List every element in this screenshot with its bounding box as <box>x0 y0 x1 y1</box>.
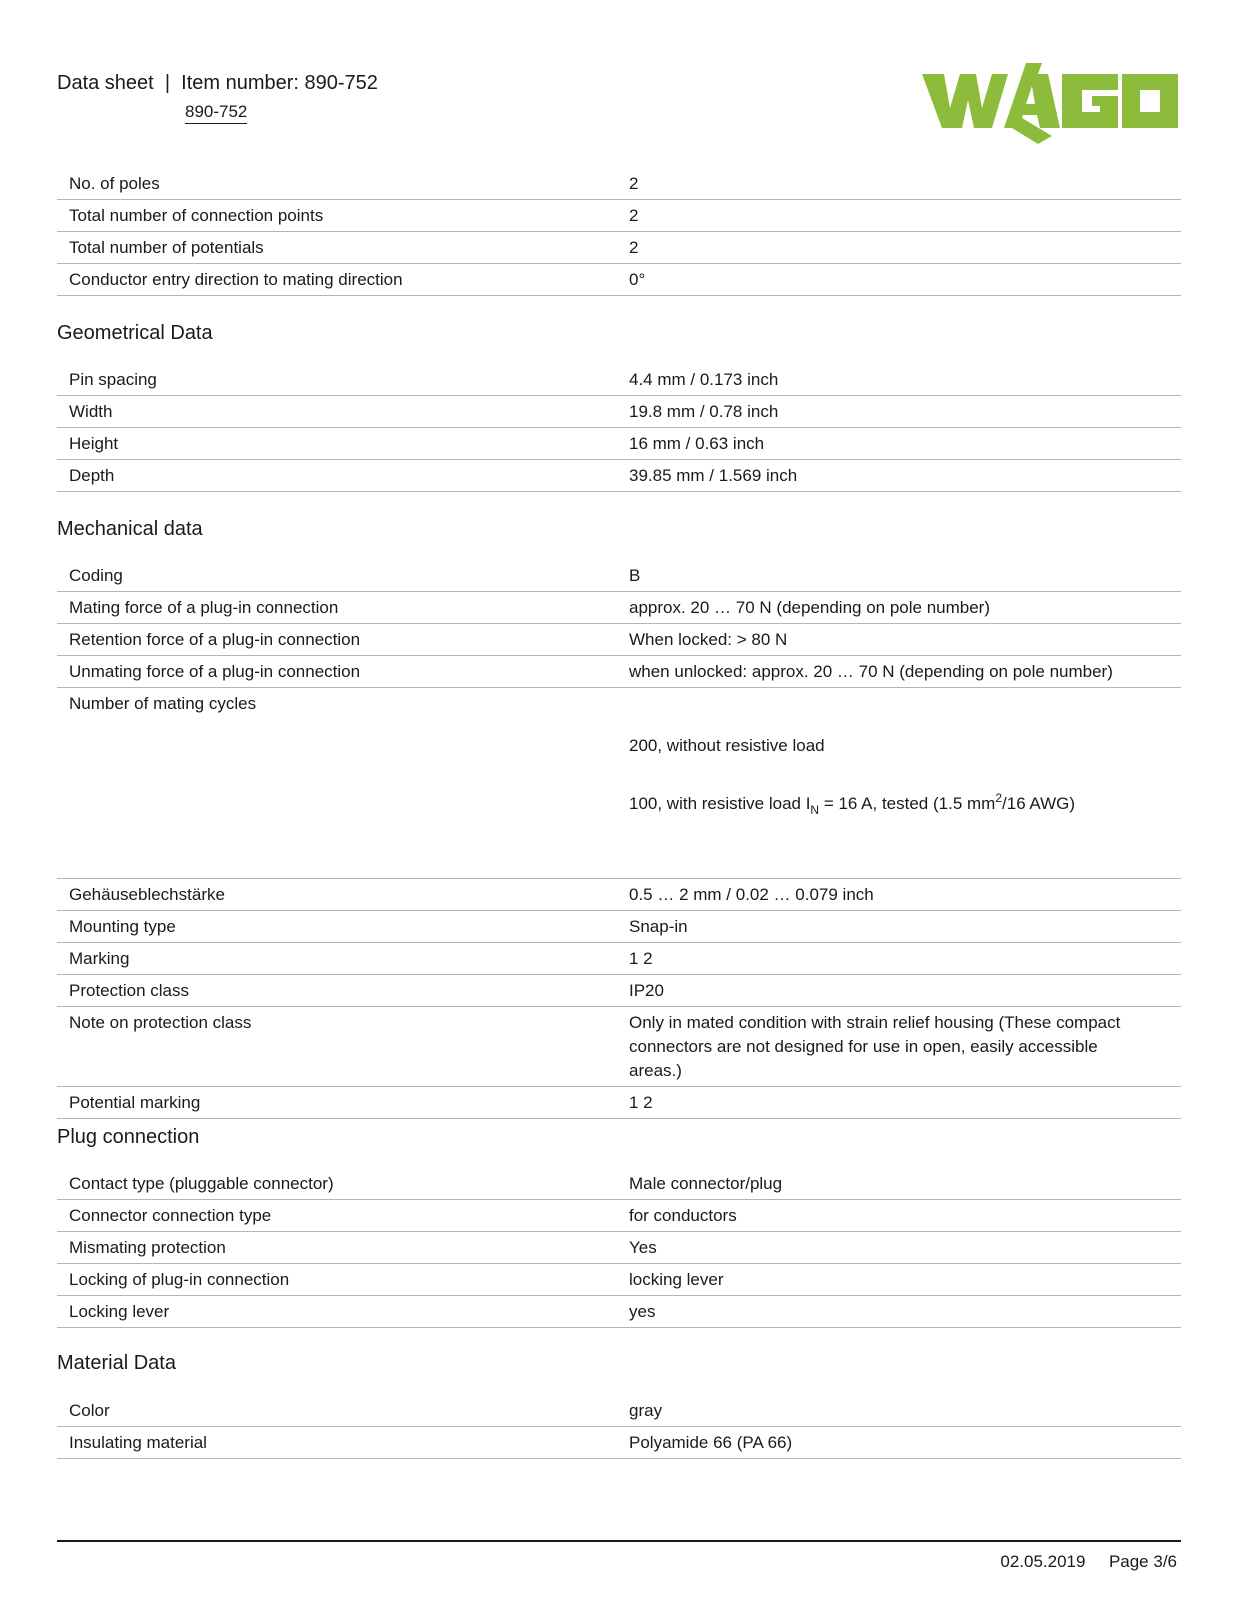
table-row: Retention force of a plug-in connection When locked: > 80 N <box>57 624 1181 656</box>
section-title-material: Material Data <box>57 1352 176 1374</box>
mechanical-section <box>57 560 1181 1119</box>
table-row: Height 16 mm / 0.63 inch <box>57 428 1181 460</box>
table-row: Pin spacing 4.4 mm / 0.173 inch <box>57 364 1181 396</box>
table-row: Color gray <box>57 1395 1181 1427</box>
wago-logo <box>922 58 1178 144</box>
table-row: Mounting type Snap-in <box>57 911 1181 943</box>
table-row-mating-cycles: Number of mating cycles 200, without resistive load 100, with resistive load $I_N = 16$ A, tested (1.5 $mm^2/16$ AWG) <box>57 688 1181 879</box>
mechanical-table <box>57 560 1181 1119</box>
table-row: Coding B <box>57 560 1181 592</box>
table-row: Mating force of a plug-in connection approx. 20 … 70 N (depending on pole number) <box>57 592 1181 624</box>
table-row: Connector connection type for conductors <box>57 1200 1181 1232</box>
table-row: Unmating force of a plug-in connection when unlocked: approx. 20 … 70 N (depending on pole number) <box>57 656 1181 688</box>
material-table <box>57 1395 1181 1459</box>
section-title-mechanical: Mechanical data <box>57 518 203 540</box>
page-footer <box>1000 1552 1177 1572</box>
material-section <box>57 1395 1181 1459</box>
table-row: Width 19.8 mm / 0.78 inch <box>57 396 1181 428</box>
table-row: Conductor entry direction to mating direction 0° <box>57 264 1181 296</box>
table-row: Insulating material Polyamide 66 (PA 66) <box>57 1427 1181 1459</box>
plug-section <box>57 1168 1181 1328</box>
footer-date: 02.05.2019 <box>1000 1552 1086 1571</box>
table-row: Note on protection class Only in mated condition with strain relief housing (These compact connectors are not designed for use in open, easily accessible areas.) <box>57 1007 1181 1087</box>
table-row: Marking 1 2 <box>57 943 1181 975</box>
general-table <box>57 168 1181 296</box>
footer-page-number: Page 3/6 <box>1108 1552 1177 1571</box>
table-row: Mismating protection Yes <box>57 1232 1181 1264</box>
general-section <box>57 168 1181 296</box>
footer-divider <box>57 1540 1181 1542</box>
table-row: Locking lever yes <box>57 1296 1181 1328</box>
table-row: Total number of potentials 2 <box>57 232 1181 264</box>
section-title-geometrical: Geometrical Data <box>57 322 213 344</box>
table-row: Protection class IP20 <box>57 975 1181 1007</box>
geometrical-section <box>57 364 1181 492</box>
item-number-link[interactable]: 890-752 <box>185 102 247 124</box>
table-row: No. of poles 2 <box>57 168 1181 200</box>
table-row: Contact type (pluggable connector) Male connector/plug <box>57 1168 1181 1200</box>
geometrical-table <box>57 364 1181 492</box>
section-title-plug: Plug connection <box>57 1126 200 1148</box>
table-row: Total number of connection points 2 <box>57 200 1181 232</box>
table-row: Potential marking 1 2 <box>57 1087 1181 1119</box>
page-title: Data sheet | Item number: 890-752 <box>57 72 378 94</box>
plug-table <box>57 1168 1181 1328</box>
mating-cycles-value: 200, without resistive load 100, with resistive load $I_N = 16$ A, tested (1.5 $mm^2/16$ AWG) <box>629 736 1076 817</box>
table-row: Depth 39.85 mm / 1.569 inch <box>57 460 1181 492</box>
table-row: Gehäuseblechstärke 0.5 … 2 mm / 0.02 … 0.079 inch <box>57 879 1181 911</box>
table-row: Locking of plug-in connection locking lever <box>57 1264 1181 1296</box>
document-header <box>57 72 378 121</box>
